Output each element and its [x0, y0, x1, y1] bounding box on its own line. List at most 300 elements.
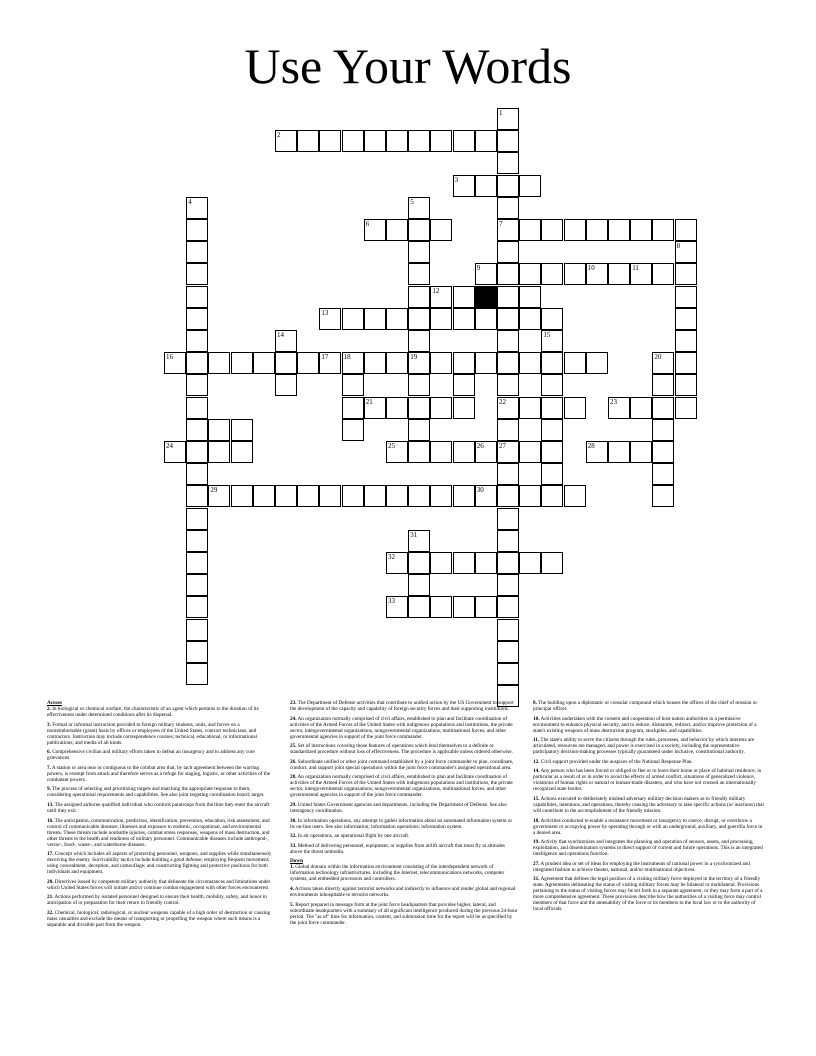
grid-cell[interactable]: [386, 596, 408, 618]
grid-cell[interactable]: [297, 352, 319, 374]
clue-text: In air operations, an operational flight by one aircraft.: [296, 833, 410, 840]
clue-item: [47, 851, 275, 875]
grid-cell[interactable]: [519, 397, 541, 419]
grid-cell[interactable]: [497, 175, 519, 197]
grid-cell[interactable]: [319, 130, 341, 152]
grid-cell[interactable]: [564, 397, 586, 419]
grid-cell[interactable]: [386, 130, 408, 152]
clue-number: 33: [388, 597, 395, 606]
grid-cell[interactable]: [408, 197, 430, 219]
clue-text: The building upon a diplomatic or consular compound which houses the offices of the chief of mission or principal officer.: [533, 700, 758, 712]
grid-cell[interactable]: [386, 308, 408, 330]
grid-cell[interactable]: [675, 286, 697, 308]
grid-cell[interactable]: [231, 352, 253, 374]
grid-cell[interactable]: [497, 308, 519, 330]
clue-number: 13.: [47, 801, 54, 808]
grid-cell[interactable]: [608, 441, 630, 463]
grid-cell[interactable]: [652, 374, 674, 396]
grid-cell[interactable]: [541, 397, 563, 419]
grid-cell[interactable]: [430, 485, 452, 507]
grid-cell[interactable]: [675, 308, 697, 330]
grid-cell[interactable]: [652, 219, 674, 241]
grid-cell[interactable]: [186, 263, 208, 285]
grid-cell[interactable]: [497, 397, 519, 419]
clue-text: In biological or chemical warfare, the characteristic of an agent which pertains to the duration of its effectiveness under determined conditions after its dispersal.: [47, 706, 259, 718]
grid-cell[interactable]: [430, 441, 452, 463]
clue-item: [533, 839, 765, 857]
grid-cell[interactable]: [652, 263, 674, 285]
grid-cell[interactable]: [586, 263, 608, 285]
grid-cell[interactable]: [475, 308, 497, 330]
grid-cell[interactable]: [275, 130, 297, 152]
clue-number: 13: [321, 308, 329, 317]
clue-item: [290, 843, 518, 855]
clue-text: The process of selecting and prioritizing targets and matching the appropriate response to them, considering operational requirements and capabilities. See also joint targeting coordination board; target.: [47, 786, 265, 799]
down-heading: Down: [290, 858, 303, 865]
clue-item: [290, 716, 518, 740]
grid-cell[interactable]: [364, 352, 386, 374]
grid-cell[interactable]: [342, 352, 364, 374]
clue-text: Any person who has been forced or obliged to flee or to leave their home or place of habitual residence, in particular as a result of or in order to avoid the effects of armed conflict, situations of generalized violence, violations of human rights or natural or human-made disasters, and who have not crossed an internationally recognized state border.: [533, 768, 762, 793]
grid-cell[interactable]: [475, 352, 497, 374]
clue-number: 31.: [533, 876, 540, 883]
grid-cell[interactable]: [564, 263, 586, 285]
grid-cell[interactable]: [519, 441, 541, 463]
clue-item: [533, 737, 765, 755]
grid-cell[interactable]: [231, 419, 253, 441]
grid-cell[interactable]: [186, 552, 208, 574]
grid-cell[interactable]: [275, 485, 297, 507]
clue-number: 22: [499, 397, 506, 406]
grid-cell[interactable]: [541, 374, 563, 396]
grid-cell[interactable]: [453, 485, 475, 507]
grid-cell[interactable]: [630, 397, 652, 419]
clue-number: 24.: [290, 715, 297, 722]
grid-cell[interactable]: [186, 596, 208, 618]
grid-cell[interactable]: [208, 419, 230, 441]
clue-text: Global domain within the information environment consisting of the interdependent network of information technology infrastructures, including the Internet, telecommunications networks, computer systems, and embedded processors and controllers.: [290, 864, 505, 883]
grid-cell[interactable]: [186, 663, 208, 685]
clue-number: 25: [388, 442, 395, 450]
puzzle-title: Use Your Words: [244, 38, 572, 94]
clue-number: 6: [365, 220, 370, 228]
grid-cell[interactable]: [453, 175, 475, 197]
clue-number: 1: [499, 109, 503, 117]
grid-cell[interactable]: [275, 352, 297, 374]
grid-cell[interactable]: [186, 530, 208, 552]
grid-cell[interactable]: [186, 419, 208, 441]
across-heading: Across: [47, 700, 62, 706]
grid-cell[interactable]: [186, 286, 208, 308]
grid-cell[interactable]: [408, 286, 430, 308]
grid-cell[interactable]: [186, 574, 208, 596]
grid-cell[interactable]: [408, 419, 430, 441]
clue-item: [533, 861, 765, 873]
grid-cell[interactable]: [364, 308, 386, 330]
grid-cell[interactable]: [497, 241, 519, 263]
grid-cell[interactable]: [430, 286, 452, 308]
clue-number: 2: [277, 131, 281, 140]
grid-cell[interactable]: [342, 397, 364, 419]
clue-item: [47, 879, 275, 891]
grid-cell[interactable]: [564, 485, 586, 507]
grid-cell[interactable]: [519, 286, 541, 308]
grid-cell[interactable]: [186, 197, 208, 219]
clue-item: [47, 910, 275, 928]
clue-number: 3.: [47, 721, 51, 728]
grid-cell[interactable]: [408, 330, 430, 352]
grid-cell[interactable]: [564, 219, 586, 241]
clue-text: A station or area near or contiguous to the combat area that, by tacit agreement between the warring powers, is exempt from attack and therefore serves as a refuge for staging, logistic, or other activities of the combatant powers.: [47, 764, 271, 783]
grid-cell[interactable]: [519, 219, 541, 241]
clue-item: [290, 902, 518, 926]
grid-cell[interactable]: [497, 552, 519, 574]
grid-cell[interactable]: [186, 397, 208, 419]
grid-cell[interactable]: [186, 330, 208, 352]
grid-cell[interactable]: [675, 374, 697, 396]
clue-item: [290, 833, 518, 839]
clue-text: Activity that synchronizes and integrates the planning and operation of sensors, assets, and processing, exploitation, and dissemination systems in direct support of current and future operations. This is an integrated intelligence and operations function.: [533, 839, 763, 858]
clue-number: 14: [277, 331, 284, 339]
grid-cell[interactable]: [652, 463, 674, 485]
clue-text: Actions performed by isolated personnel designed to ensure their health, mobility, safety, and honor in anticipation of or preparation for their return to friendly control.: [47, 894, 267, 907]
clue-item: [533, 768, 765, 792]
grid-cell[interactable]: [186, 352, 208, 374]
grid-cell[interactable]: [453, 352, 475, 374]
clue-number: 10: [587, 264, 595, 273]
grid-cell[interactable]: [164, 352, 186, 374]
grid-cell[interactable]: [319, 308, 341, 330]
grid-cell[interactable]: [342, 130, 364, 152]
grid-cell[interactable]: [408, 241, 430, 263]
grid-cell[interactable]: [453, 374, 475, 396]
grid-cell[interactable]: [386, 352, 408, 374]
grid-cell[interactable]: [430, 130, 452, 152]
grid-cell[interactable]: [186, 463, 208, 485]
grid-cell[interactable]: [386, 485, 408, 507]
clue-text: Concept which includes all aspects of protecting personnel, weapons, and supplies while simultaneously deceiving the enemy. Survivability tactics include building a good defense; employing frequent movement; using concealment, deception, and camouflage; and constructing fighting and protective positions for both individuals and equipment.: [47, 851, 272, 876]
grid-cell[interactable]: [186, 219, 208, 241]
grid-cell[interactable]: [408, 485, 430, 507]
grid-cell[interactable]: [231, 485, 253, 507]
grid-cell[interactable]: [186, 619, 208, 641]
grid-cell[interactable]: [253, 352, 275, 374]
clue-number: 11.: [533, 737, 540, 744]
grid-cell[interactable]: [519, 552, 541, 574]
grid-cell[interactable]: [608, 397, 630, 419]
grid-cell[interactable]: [386, 441, 408, 463]
grid-cell[interactable]: [586, 219, 608, 241]
grid-cell[interactable]: [475, 596, 497, 618]
grid-cell[interactable]: [408, 219, 430, 241]
grid-cell[interactable]: [497, 463, 519, 485]
clue-number: 15.: [533, 795, 540, 802]
grid-cell[interactable]: [497, 485, 519, 507]
clue-number: 30.: [290, 817, 297, 824]
grid-cell[interactable]: [497, 441, 519, 463]
grid-cell[interactable]: [408, 308, 430, 330]
grid-cell[interactable]: [541, 352, 563, 374]
grid-cell[interactable]: [475, 441, 497, 463]
clues-column-1: [47, 700, 275, 932]
grid-cell[interactable]: [497, 663, 519, 685]
grid-cell[interactable]: [475, 263, 497, 285]
grid-cell[interactable]: [364, 485, 386, 507]
clue-item: [533, 700, 765, 712]
clue-number: 5: [410, 197, 414, 206]
grid-cell[interactable]: [408, 374, 430, 396]
grid-cell[interactable]: [408, 552, 430, 574]
clue-number: 19: [410, 353, 418, 362]
clue-number: 18: [343, 353, 351, 362]
grid-cell[interactable]: [275, 330, 297, 352]
grid-cell[interactable]: [430, 308, 452, 330]
clue-number: 33.: [290, 842, 297, 849]
clue-number: 16.: [47, 817, 54, 824]
clue-text: Civil support provided under the auspices of the National Response Plan.: [539, 758, 693, 765]
clues-column-3: [533, 700, 765, 916]
grid-cell[interactable]: [497, 641, 519, 663]
grid-cell[interactable]: [497, 574, 519, 596]
grid-cell[interactable]: [586, 441, 608, 463]
clue-number: 21.: [47, 894, 54, 901]
clues-column-2: [290, 700, 518, 929]
grid-cell[interactable]: [186, 241, 208, 263]
grid-cell[interactable]: [497, 108, 519, 130]
clue-number: 27.: [533, 860, 540, 867]
clue-text: Subordinate unified or other joint command established by a joint force commander to plan, coordinate, conduct, and support joint special operations within the joint force commander's assigned operational area.: [290, 758, 514, 771]
grid-cell[interactable]: [253, 485, 275, 507]
grid-cell[interactable]: [319, 485, 341, 507]
clue-number: 12.: [533, 758, 540, 765]
grid-cell[interactable]: [675, 263, 697, 285]
grid-cell[interactable]: [519, 175, 541, 197]
grid-cell[interactable]: [497, 219, 519, 241]
grid-cell[interactable]: [186, 308, 208, 330]
grid-cell[interactable]: [519, 485, 541, 507]
grid-cell[interactable]: [475, 130, 497, 152]
clue-item: [290, 818, 518, 830]
clue-number: 23.: [290, 700, 297, 706]
grid-cell[interactable]: [453, 286, 475, 308]
clue-number: 21: [365, 397, 373, 406]
clue-text: Chemical, biological, radiological, or nuclear weapons capable of a high order of destruction or causing mass casualties and exclude the means of transporting or propelling the weapon where such means is a separable and divisible part from the weapon.: [47, 909, 271, 928]
grid-cell[interactable]: [453, 596, 475, 618]
clue-number: 30: [476, 486, 484, 495]
clue-number: 25.: [290, 743, 297, 750]
grid-cell[interactable]: [475, 485, 497, 507]
grid-cell[interactable]: [652, 485, 674, 507]
clue-number: 10.: [533, 715, 540, 722]
grid-cell[interactable]: [430, 219, 452, 241]
clue-text: The anticipation, communication, prediction, identification, prevention, education, risk assessment, and control of communicable diseases, illnesses and exposure to endemic, occupational, and environmental threats. These threats include nonbattle injuries, combat stress responses, weapons of mass destruction, and other threats to the health and readiness of military personnel. Communicable diseases include anthropod-, vector-, food-, waste-, and waterborne diseases.: [47, 817, 270, 848]
clue-number: 17: [321, 353, 329, 362]
grid-cell[interactable]: [497, 152, 519, 174]
grid-cell[interactable]: [453, 130, 475, 152]
grid-cell[interactable]: [497, 330, 519, 352]
clue-number: 26.: [290, 758, 297, 765]
clue-item: [533, 876, 765, 912]
grid-cell[interactable]: [586, 352, 608, 374]
grid-cell[interactable]: [364, 219, 386, 241]
grid-cell[interactable]: [564, 352, 586, 374]
grid-cell[interactable]: [453, 552, 475, 574]
grid-cell[interactable]: [497, 352, 519, 374]
clue-number: 14.: [533, 768, 540, 775]
grid-cell[interactable]: [675, 219, 697, 241]
clue-item: [47, 818, 275, 848]
clue-item: [47, 749, 275, 761]
clue-number: 19.: [533, 839, 540, 846]
grid-cell[interactable]: [519, 308, 541, 330]
grid-cell[interactable]: [652, 352, 674, 374]
grid-cell[interactable]: [430, 397, 452, 419]
grid-cell[interactable]: [497, 263, 519, 285]
grid-cell[interactable]: [430, 596, 452, 618]
grid-cell[interactable]: [497, 619, 519, 641]
grid-cell[interactable]: [208, 352, 230, 374]
grid-cell[interactable]: [541, 485, 563, 507]
clue-number: 9: [476, 264, 481, 273]
grid-cell[interactable]: [475, 175, 497, 197]
clue-number: 20.: [47, 878, 54, 885]
grid-cell[interactable]: [386, 552, 408, 574]
clue-text: United States Government agencies and departments, including the Department of Defense. See also interagency coordination.: [290, 801, 507, 814]
clue-text: An organization normally comprised of civil affairs, established to plan and facilitate coordination of activities of the Armed Forces of the United States with indigenous populations and institutions, the private sector, intergovernmental organizations, nongovernmental organizations, multinational forces, and other governmental agencies in support of the joint force commander.: [290, 715, 513, 740]
clue-number: 15: [543, 331, 551, 339]
grid-cell[interactable]: [497, 419, 519, 441]
grid-cell[interactable]: [430, 552, 452, 574]
grid-cell[interactable]: [408, 130, 430, 152]
grid-cell[interactable]: [541, 219, 563, 241]
grid-cell[interactable]: [186, 485, 208, 507]
grid-cell[interactable]: [497, 130, 519, 152]
clue-number: 24: [166, 442, 173, 450]
grid-cell[interactable]: [541, 441, 563, 463]
grid-cell[interactable]: [497, 286, 519, 308]
grid-cell[interactable]: [541, 308, 563, 330]
clue-item: [533, 759, 765, 765]
grid-cell[interactable]: [519, 352, 541, 374]
clue-text: Actions executed to deliberately mislead adversary military decision makers as to friendly military capabilities, intentions, and operations, thereby causing the adversary to take specific actions (or inactions) that will contribute to the accomplishment of the friendly mission.: [533, 795, 764, 814]
clue-item: [533, 818, 765, 836]
grid-cell[interactable]: [208, 441, 230, 463]
clue-number: 28.: [290, 774, 297, 781]
grid-cell[interactable]: [408, 397, 430, 419]
grid-cell[interactable]: [164, 441, 186, 463]
clue-text: The Department of Defense activities that contribute to unified action by the US Government to support the development of the capacity and capability of foreign security forces and their supporting institutions.: [290, 700, 514, 712]
grid-cell[interactable]: [652, 441, 674, 463]
grid-cell[interactable]: [652, 397, 674, 419]
grid-cell[interactable]: [675, 330, 697, 352]
clue-number: 32: [388, 553, 395, 561]
grid-cell[interactable]: [453, 441, 475, 463]
grid-cell[interactable]: [608, 263, 630, 285]
clue-item: [290, 700, 518, 712]
grid-cell[interactable]: [675, 397, 697, 419]
clues-section: [47, 700, 777, 1000]
grid-cell[interactable]: [408, 441, 430, 463]
grid-cell[interactable]: [408, 352, 430, 374]
clue-text: An organization normally comprised of civil affairs, established to plan and facilitate coordination of activities of the Armed Forces of the United States with indigenous populations and institutions, the private sector, intergovernmental organizations, nongovernmental organizations, multinational forces, and other governmental agencies in support of the joint force commander.: [290, 774, 513, 799]
grid-cell[interactable]: [497, 197, 519, 219]
grid-cell[interactable]: [519, 263, 541, 285]
clue-item: [47, 894, 275, 906]
grid-cell[interactable]: [186, 441, 208, 463]
clue-item: [290, 774, 518, 798]
grid-cell[interactable]: [386, 397, 408, 419]
clue-item: [47, 706, 275, 718]
grid-cell[interactable]: [186, 508, 208, 530]
grid-cell[interactable]: [408, 574, 430, 596]
clue-number: 17.: [47, 851, 54, 858]
grid-cell[interactable]: [319, 352, 341, 374]
grid-cell[interactable]: [630, 219, 652, 241]
black-square: [475, 286, 497, 308]
clue-text: Comprehensive civilian and military efforts taken to defeat an insurgency and to address any core grievances.: [47, 749, 255, 762]
grid-cell[interactable]: [453, 308, 475, 330]
grid-cell[interactable]: [342, 485, 364, 507]
grid-cell[interactable]: [675, 241, 697, 263]
clue-item: [47, 802, 275, 814]
grid-cell[interactable]: [342, 374, 364, 396]
grid-cell[interactable]: [541, 419, 563, 441]
grid-cell[interactable]: [364, 130, 386, 152]
grid-cell[interactable]: [342, 419, 364, 441]
clue-number: 22.: [47, 909, 54, 916]
clue-number: 20: [654, 353, 662, 362]
clue-text: Method of delivering personnel, equipment, or supplies from airlift aircraft that must fly at altitudes above the threat umbrella.: [290, 842, 505, 855]
grid-cell[interactable]: [541, 552, 563, 574]
grid-cell[interactable]: [430, 352, 452, 374]
clue-item: [290, 886, 518, 898]
grid-cell[interactable]: [342, 308, 364, 330]
grid-cell[interactable]: [408, 530, 430, 552]
grid-cell[interactable]: [386, 219, 408, 241]
grid-cell[interactable]: [297, 130, 319, 152]
grid-cell[interactable]: [652, 419, 674, 441]
grid-cell[interactable]: [497, 374, 519, 396]
grid-cell[interactable]: [630, 263, 652, 285]
grid-cell[interactable]: [541, 463, 563, 485]
grid-cell[interactable]: [208, 485, 230, 507]
clue-text: Activities conducted to enable a resistance movement or insurgency to coerce, disrupt, or overthrow a government or occupying power by operating through or with an underground, auxiliary, and guerrilla force in a denied area.: [533, 817, 763, 836]
grid-cell[interactable]: [186, 374, 208, 396]
grid-cell[interactable]: [608, 219, 630, 241]
grid-cell[interactable]: [297, 485, 319, 507]
grid-cell[interactable]: [675, 352, 697, 374]
grid-cell[interactable]: [475, 552, 497, 574]
clue-item: [47, 765, 275, 783]
grid-cell[interactable]: [497, 596, 519, 618]
grid-cell[interactable]: [408, 263, 430, 285]
grid-cell[interactable]: [364, 397, 386, 419]
grid-cell[interactable]: [497, 530, 519, 552]
grid-cell[interactable]: [408, 596, 430, 618]
clue-number: 18.: [533, 817, 540, 824]
clue-number: 32.: [290, 833, 297, 840]
grid-cell[interactable]: [497, 508, 519, 530]
grid-cell[interactable]: [630, 441, 652, 463]
clue-number: 6.: [47, 749, 51, 756]
grid-cell[interactable]: [231, 441, 253, 463]
grid-cell[interactable]: [541, 330, 563, 352]
clue-number: 16: [166, 353, 173, 362]
grid-cell[interactable]: [453, 397, 475, 419]
grid-cell[interactable]: [186, 641, 208, 663]
grid-cell[interactable]: [275, 374, 297, 396]
grid-cell[interactable]: [541, 263, 563, 285]
